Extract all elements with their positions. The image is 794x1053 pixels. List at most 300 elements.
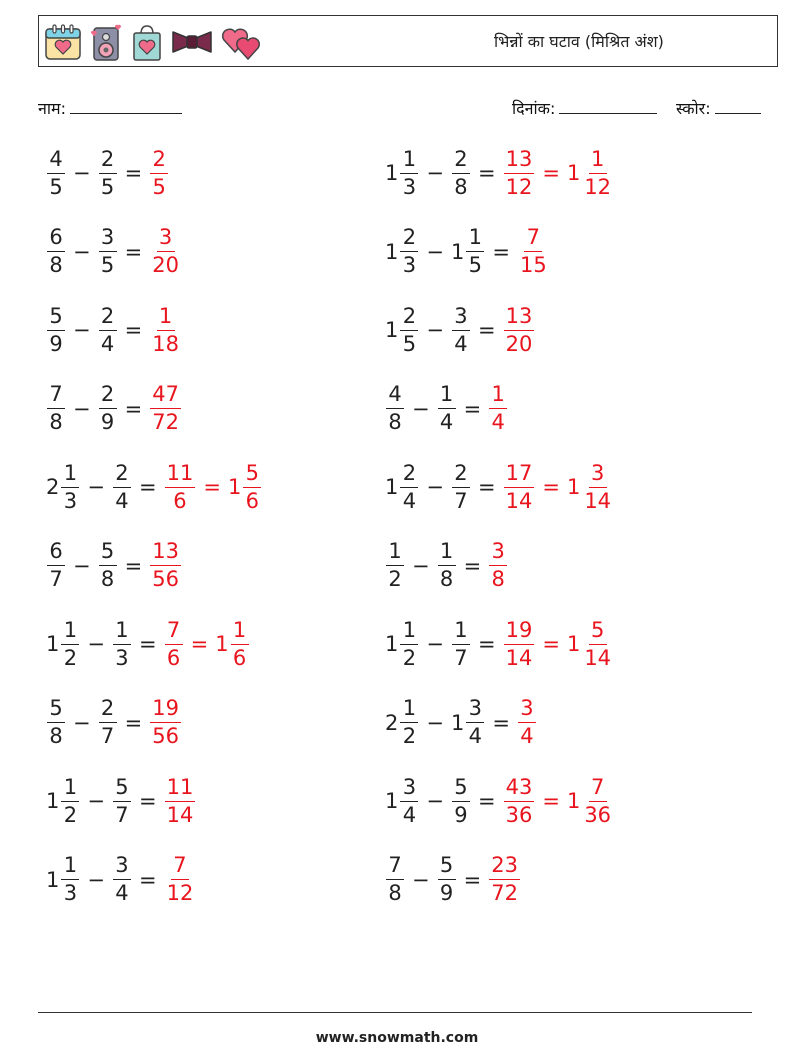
score-label: स्कोर: <box>676 99 711 118</box>
numerator: 3 <box>589 463 607 488</box>
denominator: 7 <box>100 724 115 748</box>
fraction <box>489 855 520 904</box>
fraction <box>113 855 131 904</box>
answer-fraction <box>164 460 197 513</box>
fraction <box>99 227 117 276</box>
answer <box>488 855 521 904</box>
numerator: 11 <box>165 777 196 802</box>
minus-sign: − <box>426 632 444 656</box>
equals-sign: = <box>542 632 560 656</box>
denominator: 12 <box>505 174 533 199</box>
problem-item <box>46 381 182 437</box>
denominator: 7 <box>454 645 468 670</box>
denominator: 2 <box>402 645 417 670</box>
numerator: 6 <box>47 541 65 566</box>
numerator: 23 <box>489 855 520 880</box>
problem-item <box>46 616 250 672</box>
answer-fraction <box>149 384 182 433</box>
denominator: 6 <box>232 645 247 670</box>
denominator: 8 <box>49 724 63 748</box>
date-field <box>512 97 657 119</box>
answer-fraction <box>503 303 536 356</box>
fraction <box>231 617 249 670</box>
problem-item <box>46 145 169 201</box>
numerator: 1 <box>589 149 607 174</box>
numerator: 2 <box>400 463 418 488</box>
numerator: 7 <box>524 227 542 252</box>
denominator: 7 <box>49 567 63 591</box>
problem-item <box>385 224 550 280</box>
fraction <box>47 541 65 590</box>
answer <box>149 303 182 356</box>
minus-sign: − <box>73 710 91 735</box>
numerator: 19 <box>150 698 181 723</box>
fraction <box>47 146 65 199</box>
whole-number: 1 <box>566 632 581 656</box>
numerator: 7 <box>171 855 189 880</box>
date-label: दिनांक: <box>512 99 556 118</box>
numerator: 3 <box>452 306 470 331</box>
numerator: 1 <box>157 306 175 331</box>
equals-sign: = <box>190 632 209 656</box>
numerator: 7 <box>47 384 65 409</box>
minus-sign: − <box>87 475 105 499</box>
denominator: 8 <box>100 567 115 591</box>
numerator: 3 <box>157 227 175 252</box>
denominator: 14 <box>505 488 533 513</box>
problem-item <box>46 538 182 594</box>
denominator: 12 <box>584 174 612 199</box>
subtrahend <box>98 146 118 199</box>
minus-sign: − <box>73 553 91 578</box>
denominator: 5 <box>100 174 115 199</box>
numerator: 1 <box>452 620 470 645</box>
denominator: 3 <box>402 174 417 199</box>
equals-sign: = <box>542 789 560 813</box>
minuend <box>46 384 66 433</box>
answer-fraction <box>517 698 537 747</box>
denominator: 72 <box>491 881 518 905</box>
numerator: 43 <box>504 777 535 802</box>
whole-number: 2 <box>385 710 399 735</box>
denominator: 4 <box>115 881 129 905</box>
minuend <box>46 617 80 670</box>
fraction <box>47 303 65 356</box>
answer-fraction <box>149 541 182 590</box>
minus-sign: − <box>73 318 91 342</box>
fraction <box>150 698 181 747</box>
answer <box>149 227 182 276</box>
minuend <box>46 855 80 904</box>
answer-mixed-number <box>566 146 614 199</box>
numerator: 3 <box>466 698 484 723</box>
equals-sign: = <box>542 161 560 185</box>
equals-sign: = <box>463 553 482 578</box>
numerator: 3 <box>518 698 536 723</box>
fraction <box>61 617 79 670</box>
denominator: 8 <box>49 253 63 277</box>
equals-sign: = <box>477 161 496 185</box>
minuend <box>46 303 66 356</box>
problem-item <box>46 459 262 515</box>
problem-item <box>385 538 508 594</box>
name-field <box>38 97 182 119</box>
denominator: 4 <box>454 331 468 356</box>
equals-sign: = <box>477 632 496 656</box>
numerator: 1 <box>231 620 249 645</box>
minus-sign: − <box>426 710 444 735</box>
fraction <box>582 774 613 827</box>
numerator: 2 <box>400 306 418 331</box>
numerator: 4 <box>47 149 65 174</box>
answer-fraction <box>488 541 508 590</box>
denominator: 2 <box>63 645 78 670</box>
equals-sign: = <box>477 318 496 342</box>
equals-sign: = <box>124 318 143 342</box>
answer-fraction <box>488 855 521 904</box>
minus-sign: − <box>87 632 105 656</box>
denominator: 8 <box>439 567 454 591</box>
minuend <box>46 227 66 276</box>
equals-sign: = <box>124 710 143 735</box>
fraction <box>466 227 484 276</box>
denominator: 8 <box>388 410 402 434</box>
fraction <box>386 541 404 590</box>
equals-sign: = <box>138 632 157 656</box>
problem-item <box>46 773 196 829</box>
fraction <box>452 617 470 670</box>
fraction <box>165 617 183 670</box>
fraction <box>466 698 484 747</box>
minus-sign: − <box>87 789 105 813</box>
fraction <box>438 855 456 904</box>
equals-sign: = <box>124 396 143 421</box>
denominator: 3 <box>63 881 78 905</box>
answer <box>164 855 197 904</box>
numerator: 5 <box>47 698 65 723</box>
numerator: 7 <box>589 777 607 802</box>
answer <box>503 303 536 356</box>
equals-sign: = <box>492 710 510 735</box>
answer <box>503 774 614 827</box>
answer <box>149 384 182 433</box>
fraction <box>165 855 196 904</box>
fraction <box>165 460 196 513</box>
calendar-heart-icon <box>43 22 83 62</box>
numerator: 1 <box>438 541 456 566</box>
denominator: 7 <box>454 488 468 513</box>
answer <box>164 774 197 827</box>
fraction <box>113 774 131 827</box>
fraction <box>438 384 456 433</box>
answer-fraction <box>517 227 550 276</box>
answer <box>503 617 614 670</box>
denominator: 9 <box>439 881 454 905</box>
problem-item <box>385 459 614 515</box>
subtrahend <box>437 384 457 433</box>
problem-item <box>46 302 182 358</box>
answer-mixed-number <box>227 460 262 513</box>
whole-number: 2 <box>46 475 60 499</box>
name-blank[interactable] <box>70 97 182 114</box>
problem-item <box>385 695 537 751</box>
denominator: 5 <box>152 174 166 199</box>
answer-fraction <box>149 698 182 747</box>
subtrahend <box>451 617 471 670</box>
answer <box>164 617 250 670</box>
problem-item <box>46 224 182 280</box>
fraction <box>113 460 131 513</box>
fraction <box>99 384 117 433</box>
minus-sign: − <box>426 475 444 499</box>
fraction <box>504 617 535 670</box>
answer-fraction <box>149 227 182 276</box>
numerator: 13 <box>504 306 535 331</box>
numerator: 1 <box>400 149 418 174</box>
fraction <box>61 855 79 904</box>
numerator: 1 <box>438 384 456 409</box>
minuend <box>385 698 419 747</box>
minus-sign: − <box>426 161 444 185</box>
subtrahend <box>98 698 118 747</box>
answer-mixed-number <box>566 774 614 827</box>
fraction <box>400 698 418 747</box>
denominator: 4 <box>100 331 115 356</box>
whole-number: 1 <box>385 475 399 499</box>
denominator: 14 <box>584 488 612 513</box>
fraction <box>504 146 535 199</box>
numerator: 1 <box>61 463 79 488</box>
fraction <box>582 617 613 670</box>
minuend <box>385 541 405 590</box>
denominator: 4 <box>468 724 483 748</box>
fraction <box>165 774 196 827</box>
equals-sign: = <box>477 475 496 499</box>
fraction <box>99 146 117 199</box>
fraction <box>400 146 418 199</box>
denominator: 20 <box>505 331 533 356</box>
fraction <box>504 303 535 356</box>
minuend <box>385 146 419 199</box>
whole-number: 1 <box>215 632 229 656</box>
subtrahend <box>451 303 471 356</box>
numerator: 3 <box>400 777 418 802</box>
fraction <box>438 541 456 590</box>
denominator: 3 <box>115 645 129 670</box>
denominator: 2 <box>388 567 402 591</box>
subtrahend <box>98 303 118 356</box>
subtrahend <box>451 774 471 827</box>
minuend <box>385 855 405 904</box>
denominator: 9 <box>100 410 115 434</box>
subtrahend <box>112 617 132 670</box>
minuend <box>46 460 80 513</box>
minuend <box>385 617 419 670</box>
equals-sign: = <box>463 396 482 421</box>
whole-number: 1 <box>566 789 581 813</box>
subtrahend <box>112 774 132 827</box>
fraction <box>386 384 404 433</box>
answer-fraction <box>164 774 197 827</box>
fraction <box>99 541 117 590</box>
denominator: 15 <box>519 253 547 277</box>
fraction <box>452 460 470 513</box>
equals-sign: = <box>124 553 143 578</box>
denominator: 4 <box>115 488 129 513</box>
numerator: 3 <box>489 541 507 566</box>
minuend <box>46 541 66 590</box>
answer-fraction <box>164 617 184 670</box>
equals-sign: = <box>492 239 510 264</box>
minus-sign: − <box>426 789 444 813</box>
denominator: 36 <box>505 802 533 827</box>
fraction <box>99 698 117 747</box>
denominator: 20 <box>152 253 179 277</box>
problem-item <box>46 852 196 908</box>
speaker-hearts-icon <box>88 22 124 62</box>
footer-url: www.snowmath.com <box>315 1030 479 1046</box>
score-field <box>676 97 761 119</box>
fraction <box>150 146 168 199</box>
denominator: 8 <box>388 881 402 905</box>
numerator: 2 <box>452 463 470 488</box>
denominator: 14 <box>166 802 194 827</box>
denominator: 5 <box>100 253 115 277</box>
answer-fraction <box>503 774 536 827</box>
numerator: 2 <box>99 698 117 723</box>
date-blank[interactable] <box>559 97 657 114</box>
denominator: 6 <box>166 645 181 670</box>
fraction <box>150 303 181 356</box>
answer <box>503 460 614 513</box>
answer-fraction <box>503 460 536 513</box>
numerator: 1 <box>386 541 404 566</box>
fraction <box>47 384 65 433</box>
numerator: 7 <box>386 855 404 880</box>
answer <box>149 698 182 747</box>
denominator: 4 <box>520 724 534 748</box>
numerator: 1 <box>61 777 79 802</box>
answer <box>517 698 537 747</box>
fraction <box>504 774 535 827</box>
whole-number: 1 <box>385 161 399 185</box>
subtrahend <box>437 855 457 904</box>
whole-number: 1 <box>450 710 465 735</box>
denominator: 8 <box>454 174 468 199</box>
fraction <box>150 541 181 590</box>
denominator: 3 <box>402 253 417 277</box>
equals-sign: = <box>203 475 221 499</box>
denominator: 7 <box>115 802 129 827</box>
denominator: 5 <box>49 174 63 199</box>
whole-number: 1 <box>385 239 399 264</box>
subtrahend <box>451 698 485 747</box>
denominator: 2 <box>63 802 78 827</box>
answer-fraction <box>164 855 197 904</box>
fraction <box>386 855 404 904</box>
fraction <box>452 303 470 356</box>
denominator: 56 <box>152 724 179 748</box>
footer-divider <box>38 1012 752 1013</box>
minuend <box>46 774 80 827</box>
subtrahend <box>451 146 471 199</box>
problem-item <box>385 616 614 672</box>
numerator: 2 <box>99 384 117 409</box>
whole-number: 1 <box>566 161 581 185</box>
worksheet-title: भिन्नों का घटाव (मिश्रित अंश) <box>494 32 664 51</box>
subtrahend <box>112 460 132 513</box>
denominator: 9 <box>49 331 63 356</box>
denominator: 9 <box>454 802 468 827</box>
equals-sign: = <box>124 239 143 264</box>
minuend <box>46 146 66 199</box>
problem-item <box>385 773 614 829</box>
problem-item <box>385 145 614 201</box>
minus-sign: − <box>73 396 91 421</box>
fraction <box>504 460 535 513</box>
equals-sign: = <box>138 867 157 892</box>
numerator: 2 <box>150 149 168 174</box>
equals-sign: = <box>138 789 157 813</box>
denominator: 4 <box>491 410 505 434</box>
numerator: 3 <box>113 855 131 880</box>
equals-sign: = <box>542 475 560 499</box>
equals-sign: = <box>124 161 143 185</box>
problem-item <box>385 302 535 358</box>
gift-bag-heart-icon <box>129 22 165 62</box>
answer-fraction <box>503 617 536 670</box>
answer <box>164 460 263 513</box>
equals-sign: = <box>477 789 496 813</box>
fraction <box>452 146 470 199</box>
numerator: 1 <box>61 855 79 880</box>
name-label: नाम: <box>38 99 66 118</box>
numerator: 1 <box>400 698 418 723</box>
fraction <box>400 617 418 670</box>
numerator: 7 <box>165 620 183 645</box>
fraction <box>113 617 131 670</box>
denominator: 12 <box>166 881 194 905</box>
minuend <box>46 698 66 747</box>
numerator: 1 <box>61 620 79 645</box>
answer-fraction <box>149 146 169 199</box>
bow-tie-icon <box>170 22 214 62</box>
denominator: 6 <box>173 488 187 513</box>
numerator: 5 <box>243 463 261 488</box>
fraction <box>47 227 65 276</box>
numerator: 2 <box>99 149 117 174</box>
denominator: 5 <box>402 331 417 356</box>
subtrahend <box>98 541 118 590</box>
fraction <box>452 774 470 827</box>
denominator: 4 <box>402 488 417 513</box>
fraction <box>61 774 79 827</box>
answer-mixed-number <box>566 460 614 513</box>
header-icons <box>43 18 263 66</box>
score-blank[interactable] <box>715 97 761 114</box>
minus-sign: − <box>73 161 91 185</box>
whole-number: 1 <box>46 632 60 656</box>
numerator: 47 <box>150 384 181 409</box>
subtrahend <box>437 541 457 590</box>
answer <box>488 384 508 433</box>
numerator: 1 <box>400 620 418 645</box>
numerator: 5 <box>589 620 607 645</box>
denominator: 8 <box>49 410 63 434</box>
subtrahend <box>451 227 485 276</box>
minus-sign: − <box>87 867 105 892</box>
denominator: 72 <box>152 410 179 434</box>
